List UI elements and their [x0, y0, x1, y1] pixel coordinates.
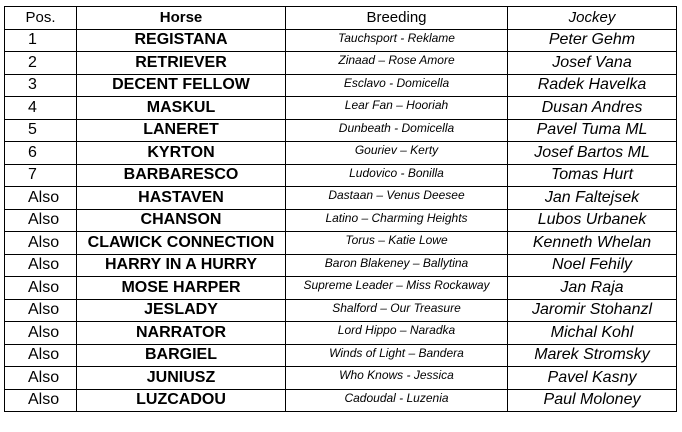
cell-breeding: Ludovico - Bonilla — [286, 164, 508, 187]
cell-horse: CLAWICK CONNECTION — [77, 232, 286, 255]
cell-horse: CHANSON — [77, 209, 286, 232]
cell-jockey: Peter Gehm — [508, 29, 677, 52]
cell-horse: JESLADY — [77, 299, 286, 322]
cell-jockey: Tomas Hurt — [508, 164, 677, 187]
cell-jockey: Josef Vana — [508, 52, 677, 75]
cell-pos: 3 — [5, 74, 77, 97]
table-row — [5, 322, 677, 345]
header-pos: Pos. — [5, 7, 77, 30]
cell-pos: Also — [5, 322, 77, 345]
table-row — [5, 209, 677, 232]
cell-jockey: Michal Kohl — [508, 322, 677, 345]
header-breeding: Breeding — [286, 7, 508, 30]
cell-pos: Also — [5, 209, 77, 232]
cell-pos: 4 — [5, 97, 77, 120]
header-horse: Horse — [77, 7, 286, 30]
cell-pos: Also — [5, 277, 77, 300]
table-row — [5, 74, 677, 97]
cell-pos: Also — [5, 299, 77, 322]
cell-horse: JUNIUSZ — [77, 367, 286, 390]
cell-jockey: Pavel Kasny — [508, 367, 677, 390]
cell-jockey: Marek Stromsky — [508, 344, 677, 367]
table-row — [5, 164, 677, 187]
cell-horse: MOSE HARPER — [77, 277, 286, 300]
cell-horse: KYRTON — [77, 142, 286, 165]
header-jockey: Jockey — [508, 7, 677, 30]
table-body — [5, 29, 677, 412]
cell-horse: DECENT FELLOW — [77, 74, 286, 97]
table-row — [5, 367, 677, 390]
cell-jockey: Pavel Tuma ML — [508, 119, 677, 142]
cell-jockey: Noel Fehily — [508, 254, 677, 277]
cell-pos: Also — [5, 254, 77, 277]
cell-jockey: Jaromir Stohanzl — [508, 299, 677, 322]
cell-horse: NARRATOR — [77, 322, 286, 345]
cell-jockey: Dusan Andres — [508, 97, 677, 120]
cell-jockey: Kenneth Whelan — [508, 232, 677, 255]
table-row — [5, 142, 677, 165]
cell-jockey: Jan Raja — [508, 277, 677, 300]
table-row — [5, 389, 677, 412]
cell-pos: 1 — [5, 29, 77, 52]
cell-horse: LANERET — [77, 119, 286, 142]
results-table — [4, 6, 677, 412]
cell-pos: 7 — [5, 164, 77, 187]
cell-pos: Also — [5, 367, 77, 390]
table-row — [5, 29, 677, 52]
table-row — [5, 344, 677, 367]
cell-pos: Also — [5, 187, 77, 210]
cell-breeding: Dastaan – Venus Deesee — [286, 187, 508, 210]
cell-breeding: Latino – Charming Heights — [286, 209, 508, 232]
cell-breeding: Shalford – Our Treasure — [286, 299, 508, 322]
cell-horse: BARGIEL — [77, 344, 286, 367]
table-row — [5, 187, 677, 210]
cell-breeding: Who Knows - Jessica — [286, 367, 508, 390]
cell-jockey: Paul Moloney — [508, 389, 677, 412]
table-row — [5, 254, 677, 277]
cell-pos: 6 — [5, 142, 77, 165]
cell-jockey: Josef Bartos ML — [508, 142, 677, 165]
cell-breeding: Lear Fan – Hooriah — [286, 97, 508, 120]
header-row — [5, 7, 677, 30]
cell-breeding: Supreme Leader – Miss Rockaway — [286, 277, 508, 300]
cell-breeding: Lord Hippo – Naradka — [286, 322, 508, 345]
cell-horse: RETRIEVER — [77, 52, 286, 75]
cell-horse: MASKUL — [77, 97, 286, 120]
table-row — [5, 277, 677, 300]
cell-horse: HARRY IN A HURRY — [77, 254, 286, 277]
cell-pos: Also — [5, 232, 77, 255]
cell-pos: Also — [5, 344, 77, 367]
cell-horse: REGISTANA — [77, 29, 286, 52]
cell-breeding: Dunbeath - Domicella — [286, 119, 508, 142]
cell-breeding: Tauchsport - Reklame — [286, 29, 508, 52]
cell-breeding: Gouriev – Kerty — [286, 142, 508, 165]
cell-breeding: Winds of Light – Bandera — [286, 344, 508, 367]
table-row — [5, 52, 677, 75]
cell-breeding: Torus – Katie Lowe — [286, 232, 508, 255]
table-row — [5, 232, 677, 255]
cell-pos: Also — [5, 389, 77, 412]
cell-breeding: Baron Blakeney – Ballytina — [286, 254, 508, 277]
table-row — [5, 119, 677, 142]
cell-breeding: Esclavo - Domicella — [286, 74, 508, 97]
cell-horse: HASTAVEN — [77, 187, 286, 210]
cell-horse: LUZCADOU — [77, 389, 286, 412]
cell-breeding: Cadoudal - Luzenia — [286, 389, 508, 412]
table-row — [5, 97, 677, 120]
cell-jockey: Lubos Urbanek — [508, 209, 677, 232]
cell-breeding: Zinaad – Rose Amore — [286, 52, 508, 75]
cell-pos: 5 — [5, 119, 77, 142]
table-row — [5, 299, 677, 322]
cell-horse: BARBARESCO — [77, 164, 286, 187]
cell-jockey: Jan Faltejsek — [508, 187, 677, 210]
cell-jockey: Radek Havelka — [508, 74, 677, 97]
cell-pos: 2 — [5, 52, 77, 75]
